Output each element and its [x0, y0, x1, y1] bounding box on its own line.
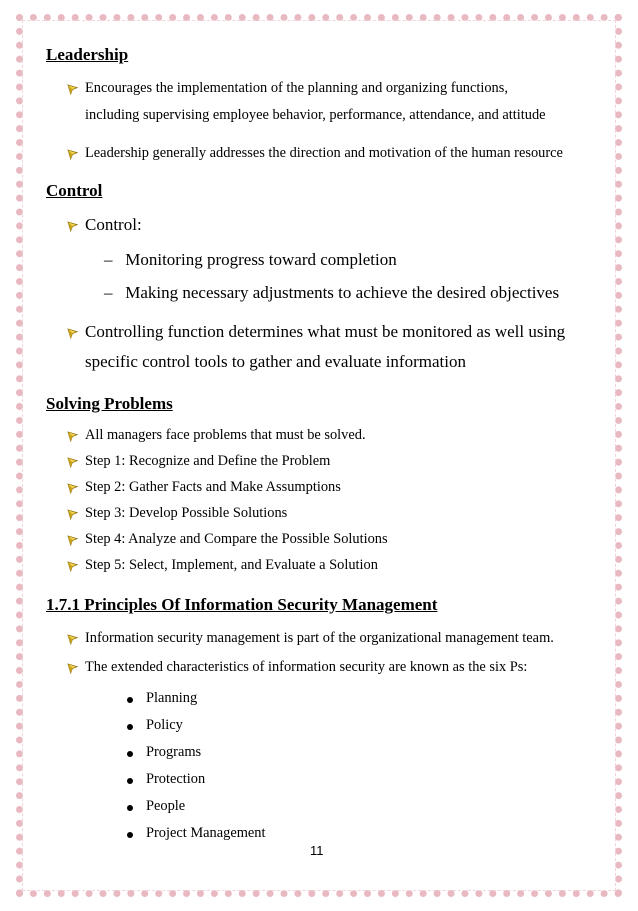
arrow-bullet-icon — [67, 328, 78, 339]
bullet-text: specific control tools to gather and evaluate information — [85, 352, 466, 371]
six-ps-item: People — [146, 798, 186, 814]
bullet-text: Step 3: Develop Possible Solutions — [85, 505, 288, 521]
arrow-bullet-icon — [67, 457, 78, 468]
arrow-bullet-icon — [67, 509, 78, 520]
six-ps-item: Project Management — [146, 825, 266, 841]
sub-item — [104, 250, 397, 270]
arrow-bullet-icon — [67, 84, 78, 95]
bullet-dot-icon — [127, 724, 133, 730]
six-ps-item: Policy — [146, 717, 183, 733]
bullet-dot-icon — [127, 697, 133, 703]
arrow-bullet-icon — [67, 634, 78, 645]
six-ps-item: Protection — [146, 771, 206, 787]
bullet-text: Control: — [85, 215, 142, 234]
six-ps-item: Planning — [146, 690, 198, 706]
bullet-text: Step 1: Recognize and Define the Problem — [85, 453, 331, 469]
bullet-text: Step 4: Analyze and Compare the Possible Solutions — [85, 531, 388, 547]
page-number: 11 — [310, 843, 324, 858]
arrow-bullet-icon — [67, 149, 78, 160]
bullet-dot-icon — [127, 832, 133, 838]
sub-item — [104, 283, 559, 303]
arrow-bullet-icon — [67, 483, 78, 494]
dash-marker: – — [104, 250, 113, 269]
sub-item-text: Monitoring progress toward completion — [125, 250, 397, 269]
heading-leadership: Leadership — [46, 45, 129, 64]
bullet-text: Controlling function determines what must be monitored as well using — [85, 322, 566, 341]
heading-solving-problems: Solving Problems — [46, 394, 173, 413]
sub-item-text: Making necessary adjustments to achieve the desired objectives — [125, 283, 560, 302]
bullet-dot-icon — [127, 751, 133, 757]
arrow-bullet-icon — [67, 663, 78, 674]
six-ps-item: Programs — [146, 744, 202, 760]
bullet-text: The extended characteristics of information security are known as the six Ps: — [85, 659, 528, 675]
bullet-text: Leadership generally addresses the direction and motivation of the human resource — [85, 145, 563, 161]
dash-marker: – — [104, 283, 113, 302]
bullet-text: Information security management is part of the organizational management team. — [85, 630, 554, 646]
bullet-text: Step 5: Select, Implement, and Evaluate a Solution — [85, 557, 378, 573]
bullet-text: Step 2: Gather Facts and Make Assumptions — [85, 479, 341, 495]
arrow-bullet-icon — [67, 535, 78, 546]
bullet-text: including supervising employee behavior, performance, attendance, and attitude — [85, 107, 546, 123]
bullet-dot-icon — [127, 778, 133, 784]
heading-control: Control — [46, 181, 103, 200]
bullet-dot-icon — [127, 805, 133, 811]
arrow-bullet-icon — [67, 431, 78, 442]
bullet-text: All managers face problems that must be solved. — [85, 427, 366, 443]
heading-principles: 1.7.1 Principles Of Information Security Management — [46, 595, 438, 614]
bullet-text: Encourages the implementation of the planning and organizing functions, — [85, 80, 508, 96]
arrow-bullet-icon — [67, 221, 78, 232]
arrow-bullet-icon — [67, 561, 78, 572]
